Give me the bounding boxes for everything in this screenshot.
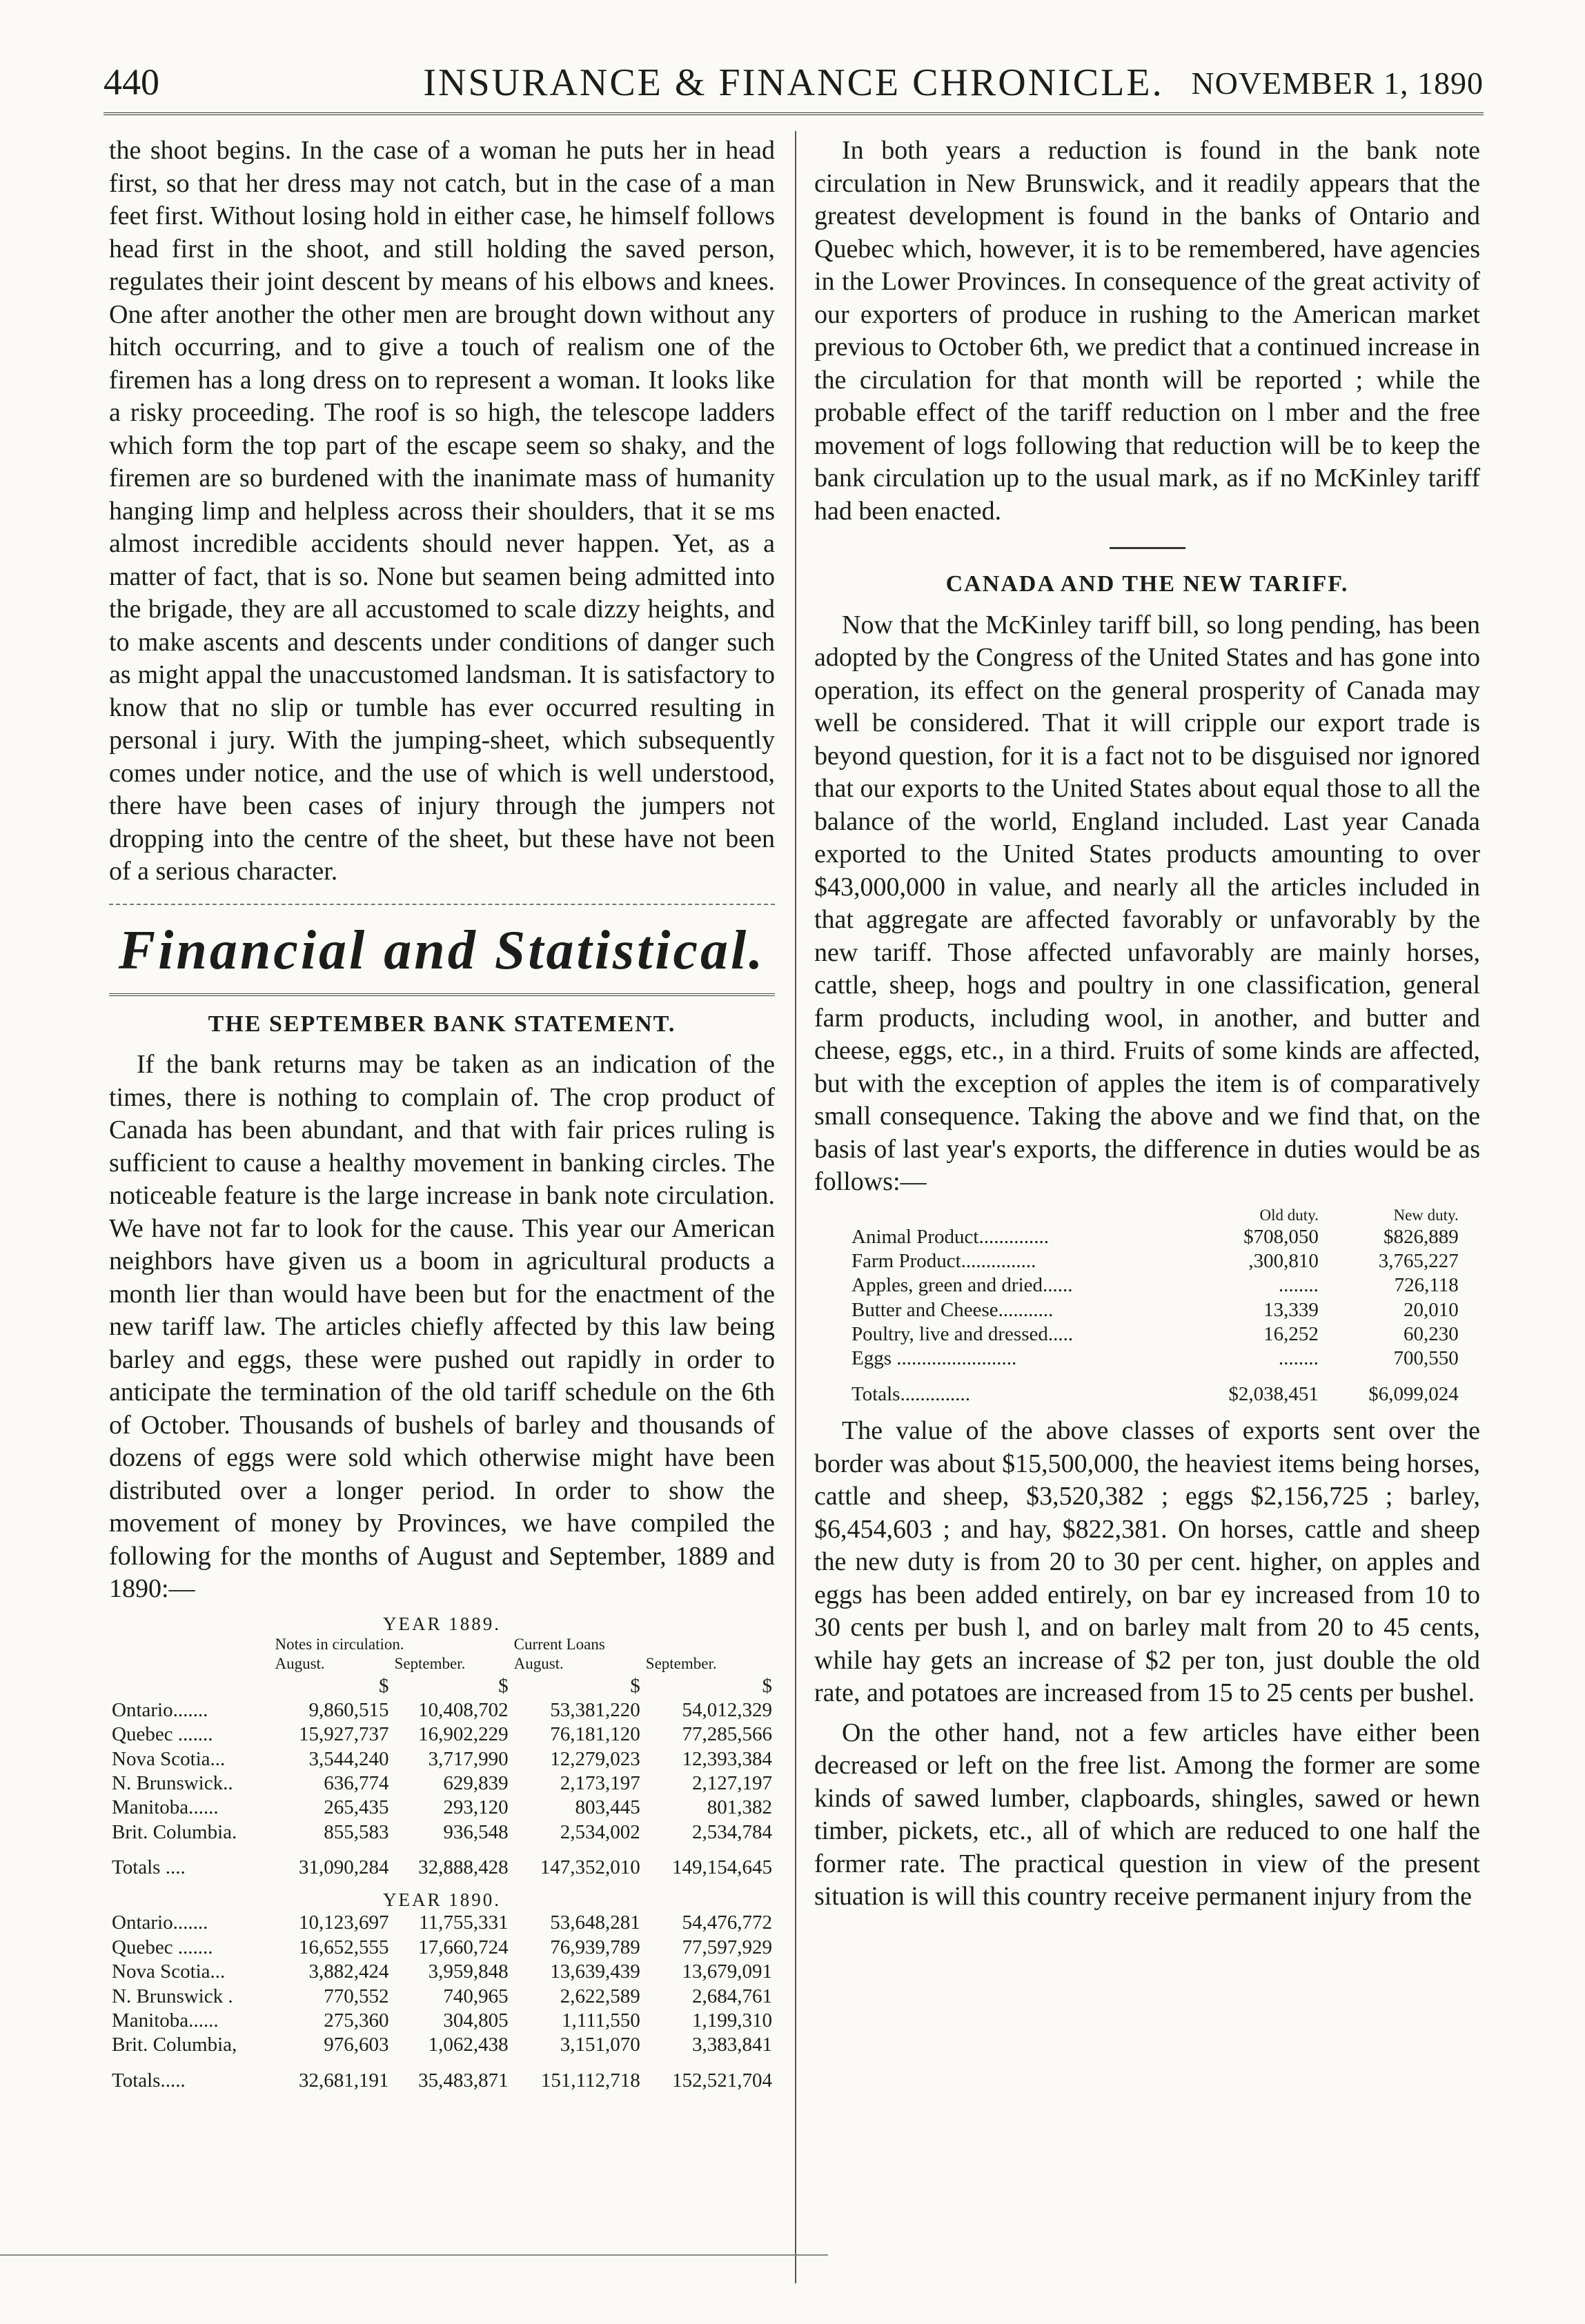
table-cell: 293,120	[443, 1796, 509, 1819]
table-cell: 2,534,002	[560, 1820, 640, 1843]
table-cell: 1,199,310	[692, 2009, 772, 2032]
table-cell: 740,965	[443, 1985, 509, 2007]
duty-table	[849, 1206, 1461, 1416]
header-rule	[104, 112, 1484, 115]
table-cell: 3,765,227	[1378, 1249, 1459, 1272]
tariff-paragraph: Now that the McKinley tariff bill, so long pending, has been adopted by the Congress of the United States and has gone into operation, its effect on the general prosperity of Canada may well be considered. That it will cripple our export trade is beyond question, for it is a fact not to be disguised nor ignored that our exports to the United States about equal those to all the balance of the world, England included. Last year Canada exported to the United States products amounting to over $43,000,000 in value, and nearly all the articles included in that aggregate are affected favorably or unfavorably by the new tariff. Those affected unfavorably are mainly horses, cattle, sheep, hogs and poultry in one classification, general farm products, including wool, in another, and butter and cheese, eggs, etc., in a third. Fruits of some kinds are affected, but with the exception of apples the item is of comparatively small consequence. Taking the above and we find that, on the basis of last year's exports, the difference in duties would be as follows:—	[814, 610, 1480, 1196]
totals-row	[109, 2058, 775, 2101]
table-cell: 3,383,841	[692, 2034, 772, 2056]
col-old-duty: Old duty.	[1259, 1206, 1319, 1224]
table-cell: 3,151,070	[560, 2034, 640, 2056]
table-row	[109, 1722, 775, 1747]
table-cell: Nova Scotia...	[112, 1960, 226, 1983]
table-cell: 2,684,761	[692, 1985, 772, 2007]
table-cell: 13,339	[1263, 1298, 1319, 1321]
table-cell: 76,939,789	[550, 1936, 640, 1958]
table-cell: Totals.....	[112, 2069, 186, 2092]
table-cell: 976,603	[324, 2034, 389, 2056]
table-cell: 16,252	[1263, 1323, 1319, 1346]
table-cell: ,300,810	[1248, 1249, 1319, 1272]
col-september-loans: September.	[645, 1655, 717, 1673]
article-divider	[1110, 547, 1185, 549]
journal-title: INSURANCE & FINANCE CHRONICLE.	[423, 61, 1164, 104]
notes-group-header: Notes in circulation.	[275, 1636, 404, 1653]
table-cell: 20,010	[1404, 1298, 1459, 1321]
page-number: 440	[104, 61, 159, 103]
loans-group-header: Current Loans	[513, 1636, 605, 1653]
table-cell: 3,882,424	[308, 1960, 389, 1983]
table-cell: 12,393,384	[682, 1747, 772, 1770]
table-cell: 636,774	[324, 1772, 389, 1795]
table-row	[109, 1796, 775, 1820]
dollar-sign: $	[762, 1674, 772, 1697]
right-column	[814, 135, 1480, 1920]
table-row	[109, 1911, 775, 1935]
circulation-paragraph: In both years a reduction is found in the bank note circulation in New Brunswick, and it readily appears that the greatest development is found in the banks of Ontario and Quebec which, however, it is to be remembered, have agencies in the Lower Provinces. In consequence of the great activity of our exporters of produce in rushing to the American market previous to October 6th, we predict that a continued increase in the circulation for that month will be reported ; while the probable effect of the tariff reduction on l mber and the free movement of logs following that reduction will be to keep the bank circulation up to the usual mark, as if no McKinley tariff had been enacted.	[814, 136, 1480, 526]
table-cell: 77,285,566	[682, 1723, 772, 1746]
table-cell: Apples, green and dried......	[851, 1274, 1073, 1297]
section-divider	[109, 904, 775, 905]
year-1889-label: YEAR 1889.	[383, 1613, 501, 1634]
article-heading: THE SEPTEMBER BANK STATEMENT.	[208, 1011, 676, 1037]
table-row	[109, 1820, 775, 1845]
table-row	[849, 1273, 1461, 1298]
table-cell: Manitoba......	[112, 1796, 219, 1819]
table-cell: 77,597,929	[682, 1936, 772, 1958]
table-cell: 147,352,010	[540, 1856, 640, 1879]
table-row	[109, 2033, 775, 2057]
table-cell: 726,118	[1394, 1274, 1459, 1297]
table-cell: 152,521,704	[672, 2069, 772, 2092]
table-cell: 629,839	[443, 1772, 509, 1795]
section-rule	[109, 993, 775, 996]
table-cell: 770,552	[324, 1985, 389, 2007]
table-cell: 1,062,438	[428, 2034, 509, 2056]
table-cell: 2,173,197	[560, 1772, 640, 1795]
table-cell: 17,660,724	[418, 1936, 509, 1958]
table-row	[109, 1771, 775, 1796]
table-cell: Eggs ........................	[851, 1347, 1017, 1370]
table-row	[109, 1747, 775, 1771]
table-cell: 16,902,229	[418, 1723, 509, 1746]
table-cell: 265,435	[324, 1796, 389, 1819]
dollar-sign: $	[498, 1674, 509, 1697]
table-cell: 32,681,191	[299, 2069, 389, 2092]
table-cell: 304,805	[443, 2009, 509, 2032]
table-row	[849, 1249, 1461, 1273]
dollar-sign: $	[379, 1674, 389, 1697]
table-cell: N. Brunswick .	[112, 1985, 233, 2007]
col-august-loans: August.	[513, 1655, 564, 1673]
bank-statement-paragraph: If the bank returns may be taken as an indication of the times, there is nothing to complain of. The crop product of Canada has been abundant, and that with fair prices ruling is sufficient to cause a healthy movement in banking circles. The noticeable feature is the large increase in bank note circulation. We have not far to look for the cause. This year our American neighbors have given us a boom in agricultural products a month lier than would have been but for the enactment of the new tariff law. The articles chiefly affected by this law being barley and eggs, these were pushed out rapidly in order to anticipate the termination of the old tariff schedule on the 6th of October. Thousands of bushels of barley and thousands of dozens of eggs were sold which otherwise might have been distributed over a longer period. In order to show the movement of money by Provinces, we have compiled the following for the months of August and September, 1889 and 1890:—	[109, 1050, 775, 1603]
table-row	[849, 1322, 1461, 1347]
page-header	[104, 61, 1484, 109]
issue-date: NOVEMBER 1, 1890	[1191, 66, 1484, 101]
table-cell: Totals..............	[851, 1382, 970, 1405]
table-cell: 12,279,023	[550, 1747, 640, 1770]
table-cell: Ontario.......	[112, 1911, 208, 1934]
table-cell: Brit. Columbia.	[112, 1820, 237, 1843]
column-divider	[795, 131, 796, 2283]
table-cell: 53,648,281	[550, 1911, 640, 1934]
year-1890-label: YEAR 1890.	[383, 1889, 501, 1910]
table-cell: Butter and Cheese...........	[851, 1298, 1054, 1321]
col-new-duty: New duty.	[1393, 1206, 1459, 1224]
table-row	[849, 1298, 1461, 1322]
table-row	[109, 2009, 775, 2033]
table-row	[109, 1698, 775, 1722]
table-cell: ........	[1278, 1347, 1319, 1370]
col-september: September.	[394, 1655, 466, 1673]
table-cell: 3,544,240	[308, 1747, 389, 1770]
table-cell: 11,755,331	[419, 1911, 509, 1934]
table-cell: Brit. Columbia,	[112, 2034, 237, 2056]
table-cell	[109, 1674, 272, 1698]
table-cell: 3,717,990	[428, 1747, 509, 1770]
table-cell: Quebec .......	[112, 1936, 213, 1958]
table-cell: 54,476,772	[682, 1911, 772, 1934]
table-cell: 60,230	[1404, 1323, 1459, 1346]
table-cell: Totals ....	[112, 1856, 186, 1879]
table-cell: 151,112,718	[540, 2069, 640, 2092]
table-cell: 700,550	[1393, 1347, 1459, 1370]
table-cell: 3,959,848	[428, 1960, 509, 1983]
table-cell: 9,860,515	[308, 1698, 389, 1721]
table-cell: Quebec .......	[112, 1723, 213, 1746]
table-cell: $826,889	[1384, 1225, 1459, 1248]
table-cell: Poultry, live and dressed.....	[851, 1323, 1074, 1346]
table-cell: Animal Product..............	[851, 1225, 1049, 1248]
table-cell: 1,111,550	[561, 2009, 640, 2032]
article-heading: CANADA AND THE NEW TARIFF.	[945, 571, 1349, 597]
table-cell: 803,445	[575, 1796, 640, 1819]
table-cell: N. Brunswick..	[112, 1772, 233, 1795]
table-cell: 149,154,645	[672, 1856, 772, 1879]
table-cell: 936,548	[443, 1820, 509, 1843]
exports-value-paragraph: The value of the above classes of exports sent over the border was about $15,500,000, the heaviest items being horses, cattle and sheep, $3,520,382 ; eggs $2,156,725 ; barley, $6,454,603 ; and hay, $822,381. On horses, cattle and sheep the new duty is from 20 to 30 per cent. higher, on apples and eggs has been added entirely, on bar ey increased from 10 to 30 cents per bush l, and on barley malt from 20 to 45 cents, while hay gets an increase of $2 per ton, just double the old rate, and potatoes are increased from 15 to 25 cents per bushel.	[814, 1416, 1480, 1708]
table-cell: 855,583	[324, 1820, 389, 1843]
table-cell: Ontario.......	[112, 1698, 208, 1721]
totals-row	[849, 1371, 1461, 1415]
table-cell: 53,381,220	[550, 1698, 640, 1721]
page-bottom-rule	[0, 2254, 828, 2256]
table-row	[109, 1985, 775, 2009]
bank-returns-table	[109, 1613, 775, 2102]
table-cell: 76,181,120	[550, 1723, 640, 1746]
table-cell: 10,408,702	[418, 1698, 509, 1721]
table-cell: 2,127,197	[692, 1772, 772, 1795]
table-cell: 16,652,555	[299, 1936, 389, 1958]
table-cell: 31,090,284	[299, 1856, 389, 1879]
table-cell: ........	[1278, 1274, 1319, 1297]
table-cell: $6,099,024	[1368, 1382, 1459, 1405]
table-cell: 10,123,697	[299, 1911, 389, 1934]
table-cell: 2,622,589	[560, 1985, 640, 2007]
table-cell: 275,360	[324, 2009, 389, 2032]
table-cell: 35,483,871	[418, 2069, 509, 2092]
table-cell: Manitoba......	[112, 2009, 219, 2032]
section-title: Financial and Statistical.	[118, 920, 766, 981]
table-cell: 2,534,784	[692, 1820, 772, 1843]
table-cell: 32,888,428	[418, 1856, 509, 1879]
table-row	[849, 1225, 1461, 1249]
table-cell: $2,038,451	[1228, 1382, 1319, 1405]
fire-escape-paragraph: the shoot begins. In the case of a woman he puts her in head first, so that her dress may not catch, but in the case of a man feet first. Without losing hold in either case, he himself follows head first in the shoot, and still holding the saved person, regulates their joint descent by means of his elbows and knees. One after another the other men are brought down without any hitch occurring, and to give a touch of realism one of the firemen has a long dress on to represent a woman. It looks like a risky proceeding. The roof is so high, the telescope ladders which form the top part of the escape seem so shaky, and the firemen are so burdened with the inanimate mass of humanity hanging limp and helpless across their shoulders, that it se ms almost incredible accidents should never happen. Yet, as a matter of fact, that is so. None but seamen being admitted into the brigade, they are all accustomed to scale dizzy heights, and to make ascents and descents under conditions of danger such as might appal the unaccustomed landsman. It is satisfactory to know that no slip or tumble has ever occurred resulting in personal i jury. With the jumping-sheet, which subsequently comes under notice, and the use of which is well understood, there have been cases of injury through the jumpers not dropping into the centre of the sheet, but these have not been of a serious character.	[109, 136, 775, 886]
table-cell: 801,382	[707, 1796, 772, 1819]
table-cell: $708,050	[1243, 1225, 1319, 1248]
table-row	[109, 1936, 775, 1960]
table-row	[849, 1347, 1461, 1371]
col-august: August.	[275, 1655, 325, 1673]
dollar-sign: $	[630, 1674, 640, 1697]
free-list-paragraph: On the other hand, not a few articles have either been decreased or left on the free list. Among the former are some kinds of sawed lumber, clapboards, shingles, sawed or hewn timber, pickets, etc., all of which are reduced to one half the former rate. The practical question in view of the present situation is will this country receive permanent injury from the	[814, 1718, 1480, 1911]
totals-row	[109, 1845, 775, 1888]
table-cell: 54,012,329	[682, 1698, 772, 1721]
table-cell: Nova Scotia...	[112, 1747, 226, 1770]
table-cell: 13,639,439	[550, 1960, 640, 1983]
table-cell: 13,679,091	[682, 1960, 772, 1983]
table-cell: Farm Product...............	[851, 1249, 1036, 1272]
left-column	[109, 135, 775, 2101]
table-cell: 15,927,737	[299, 1723, 389, 1746]
table-row	[109, 1960, 775, 1984]
